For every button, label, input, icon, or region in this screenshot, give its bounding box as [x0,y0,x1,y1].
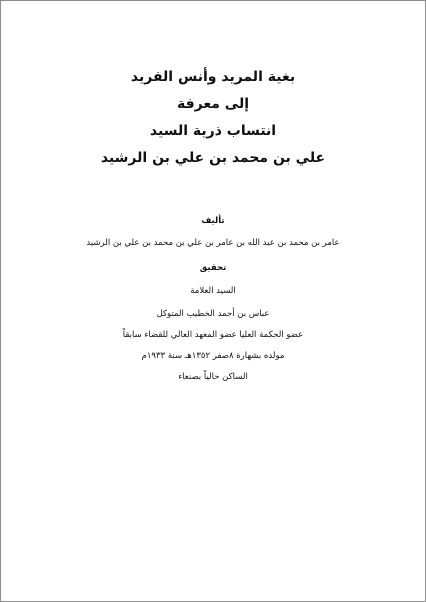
editor-position: عضو الحكمة العليا عضو المعهد العالي للقضاء سابقاً [122,330,304,340]
editor-heading: تحقيق [199,263,227,273]
book-title-line-2: إلى معرفة [176,96,250,112]
book-title-line-1: بغية المريد وأنس الفريد [130,69,296,85]
editor-honorific: السيد العلامة [190,286,236,296]
author-heading: تأليف [201,216,225,226]
editor-name: عباس بن أحمد الخطيب المتوكل [156,309,270,319]
book-title-line-3: انتساب ذرية السيد [149,123,277,139]
author-name: عامر بن محمد بن عبد الله بن عامر بن علي بن محمد بن علي بن الرشيد [86,238,340,248]
editor-birth: مولده بشهارة ٨صفر ١٣٥٢هـ سنة ١٩٣٣م [141,351,285,361]
book-title-line-4: علي بن محمد بن علي بن الرشيد [100,150,326,166]
editor-residence: الساكن حالياً بصنعاء [178,372,248,382]
